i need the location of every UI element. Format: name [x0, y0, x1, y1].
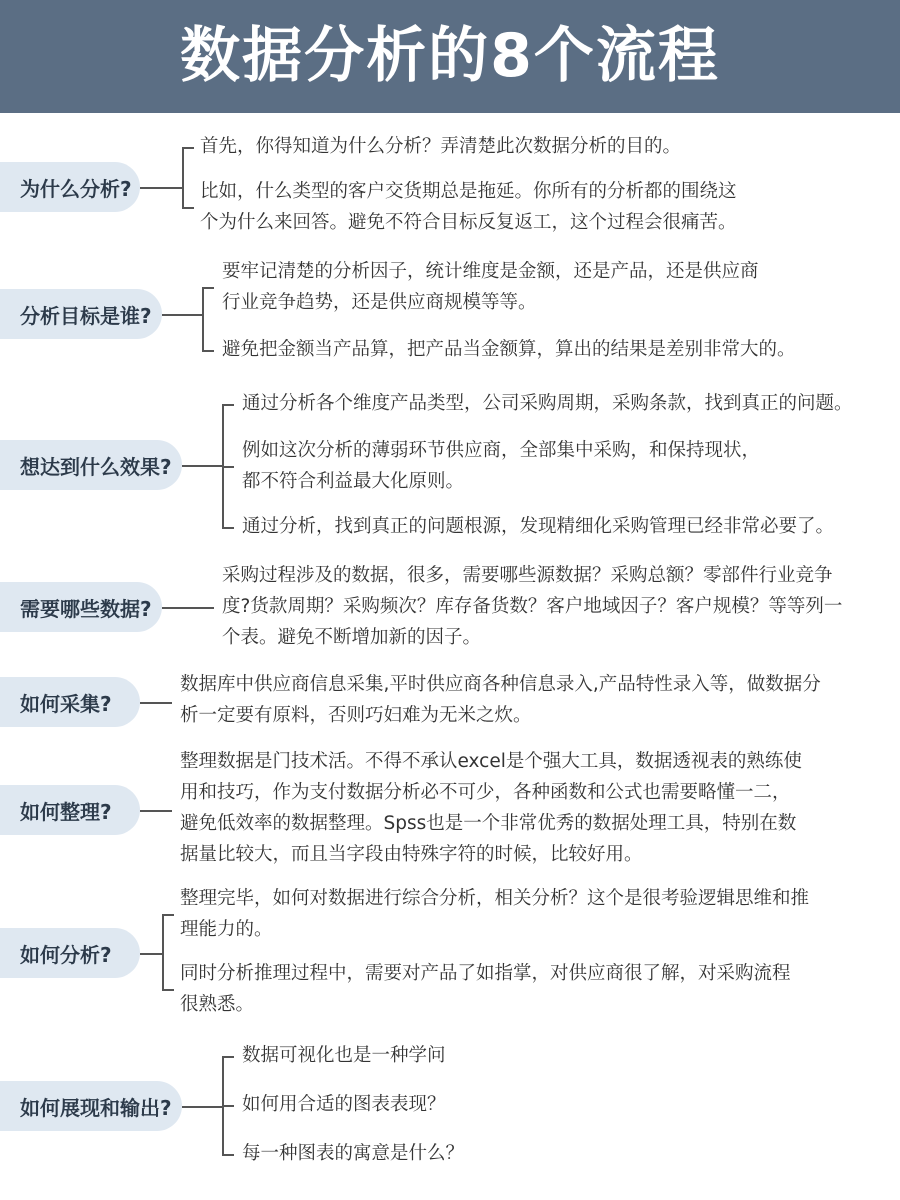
- step-5-text-line: 数据库中供应商信息采集,平时供应商各种信息录入,产品特性录入等，做数据分: [180, 673, 821, 695]
- step-7-text-line: 同时分析推理过程中，需要对产品了如指掌，对供应商很了解，对采购流程: [180, 962, 791, 984]
- branch-tick: [202, 287, 214, 289]
- connector-line: [182, 465, 222, 467]
- step-6-text-line: 用和技巧，作为支付数据分析必不可少，各种函数和公式也需要略懂一二，: [180, 781, 791, 803]
- bracket-line: [182, 147, 184, 207]
- connector-line: [182, 1106, 222, 1108]
- connector-line: [162, 314, 202, 316]
- step-8-text-line: 如何用合适的图表表现？: [242, 1094, 446, 1115]
- branch-tick: [182, 147, 194, 149]
- step-2-text-line: 要牢记清楚的分析因子，统计维度是金额，还是产品，还是供应商: [222, 260, 759, 282]
- connector-line: [140, 953, 162, 955]
- bracket-line: [162, 914, 164, 989]
- step-6-text-line: 避免低效率的数据整理。Spss也是一个非常优秀的数据处理工具，特别在数: [180, 812, 797, 834]
- step-2-text-line: 行业竞争趋势，还是供应商规模等等。: [222, 291, 537, 313]
- step-7-text-line: 理能力的。: [180, 918, 273, 940]
- step-4-text-line: 度?货款周期？采购频次？库存备货数？客户地域因子？客户规模？等等列一: [222, 596, 843, 617]
- branch-tick: [162, 989, 174, 991]
- step-1-text-line: 比如，什么类型的客户交货期总是拖延。你所有的分析都的围绕这: [200, 180, 737, 202]
- branch-tick: [202, 350, 214, 352]
- page-title: 数据分析的8个流程: [180, 21, 720, 91]
- header-banner: [0, 0, 900, 113]
- step-label-6: 如何整理?: [0, 785, 140, 835]
- step-4-text-line: 个表。避免不断增加新的因子。: [222, 627, 482, 648]
- branch-tick: [222, 1056, 234, 1058]
- branch-tick: [222, 466, 234, 468]
- step-label-8: 如何展现和输出?: [0, 1081, 182, 1131]
- step-7-text-line: 很熟悉。: [180, 993, 255, 1015]
- step-6-text-line: 据量比较大，而且当字段由特殊字符的时候，比较好用。: [180, 843, 643, 865]
- step-3-text-line: 例如这次分析的薄弱环节供应商，全部集中采购，和保持现状，: [242, 439, 761, 461]
- connector-line: [162, 607, 214, 609]
- step-3-text-line: 通过分析各个维度产品类型，公司采购周期，采购条款，找到真正的问题。: [242, 393, 853, 414]
- connector-line: [140, 187, 182, 189]
- connector-line: [140, 810, 172, 812]
- step-1-text-line: 首先，你得知道为什么分析？弄清楚此次数据分析的目的。: [200, 136, 682, 157]
- branch-tick: [222, 527, 234, 529]
- step-7-text-line: 整理完毕，如何对数据进行综合分析，相关分析？这个是很考验逻辑思维和推: [180, 887, 810, 909]
- step-6-text-line: 整理数据是门技术活。不得不承认excel是个强大工具，数据透视表的熟练使: [180, 750, 802, 772]
- branch-tick: [222, 1105, 234, 1107]
- step-2-text-line: 避免把金额当产品算，把产品当金额算，算出的结果是差别非常大的。: [222, 339, 796, 360]
- step-5-text-line: 析一定要有原料，否则巧妇难为无米之炊。: [180, 704, 532, 726]
- branch-tick: [182, 207, 194, 209]
- step-1-text-line: 个为什么来回答。避免不符合目标反复返工，这个过程会很痛苦。: [200, 211, 737, 233]
- step-label-4: 需要哪些数据?: [0, 582, 162, 632]
- step-label-3: 想达到什么效果?: [0, 440, 182, 490]
- step-label-7: 如何分析?: [0, 928, 140, 978]
- step-3-text-line: 都不符合利益最大化原则。: [242, 470, 465, 492]
- step-label-1: 为什么分析?: [0, 162, 140, 212]
- step-8-text-line: 数据可视化也是一种学问: [242, 1045, 446, 1066]
- step-4-text-line: 采购过程涉及的数据，很多，需要哪些源数据？采购总额？零部件行业竞争: [222, 565, 833, 586]
- step-label-2: 分析目标是谁?: [0, 289, 162, 339]
- branch-tick: [222, 1154, 234, 1156]
- branch-tick: [222, 404, 234, 406]
- connector-line: [140, 702, 172, 704]
- step-8-text-line: 每一种图表的寓意是什么？: [242, 1143, 465, 1164]
- branch-tick: [162, 914, 174, 916]
- bracket-line: [202, 287, 204, 350]
- step-label-5: 如何采集?: [0, 677, 140, 727]
- step-3-text-line: 通过分析，找到真正的问题根源，发现精细化采购管理已经非常必要了。: [242, 516, 835, 537]
